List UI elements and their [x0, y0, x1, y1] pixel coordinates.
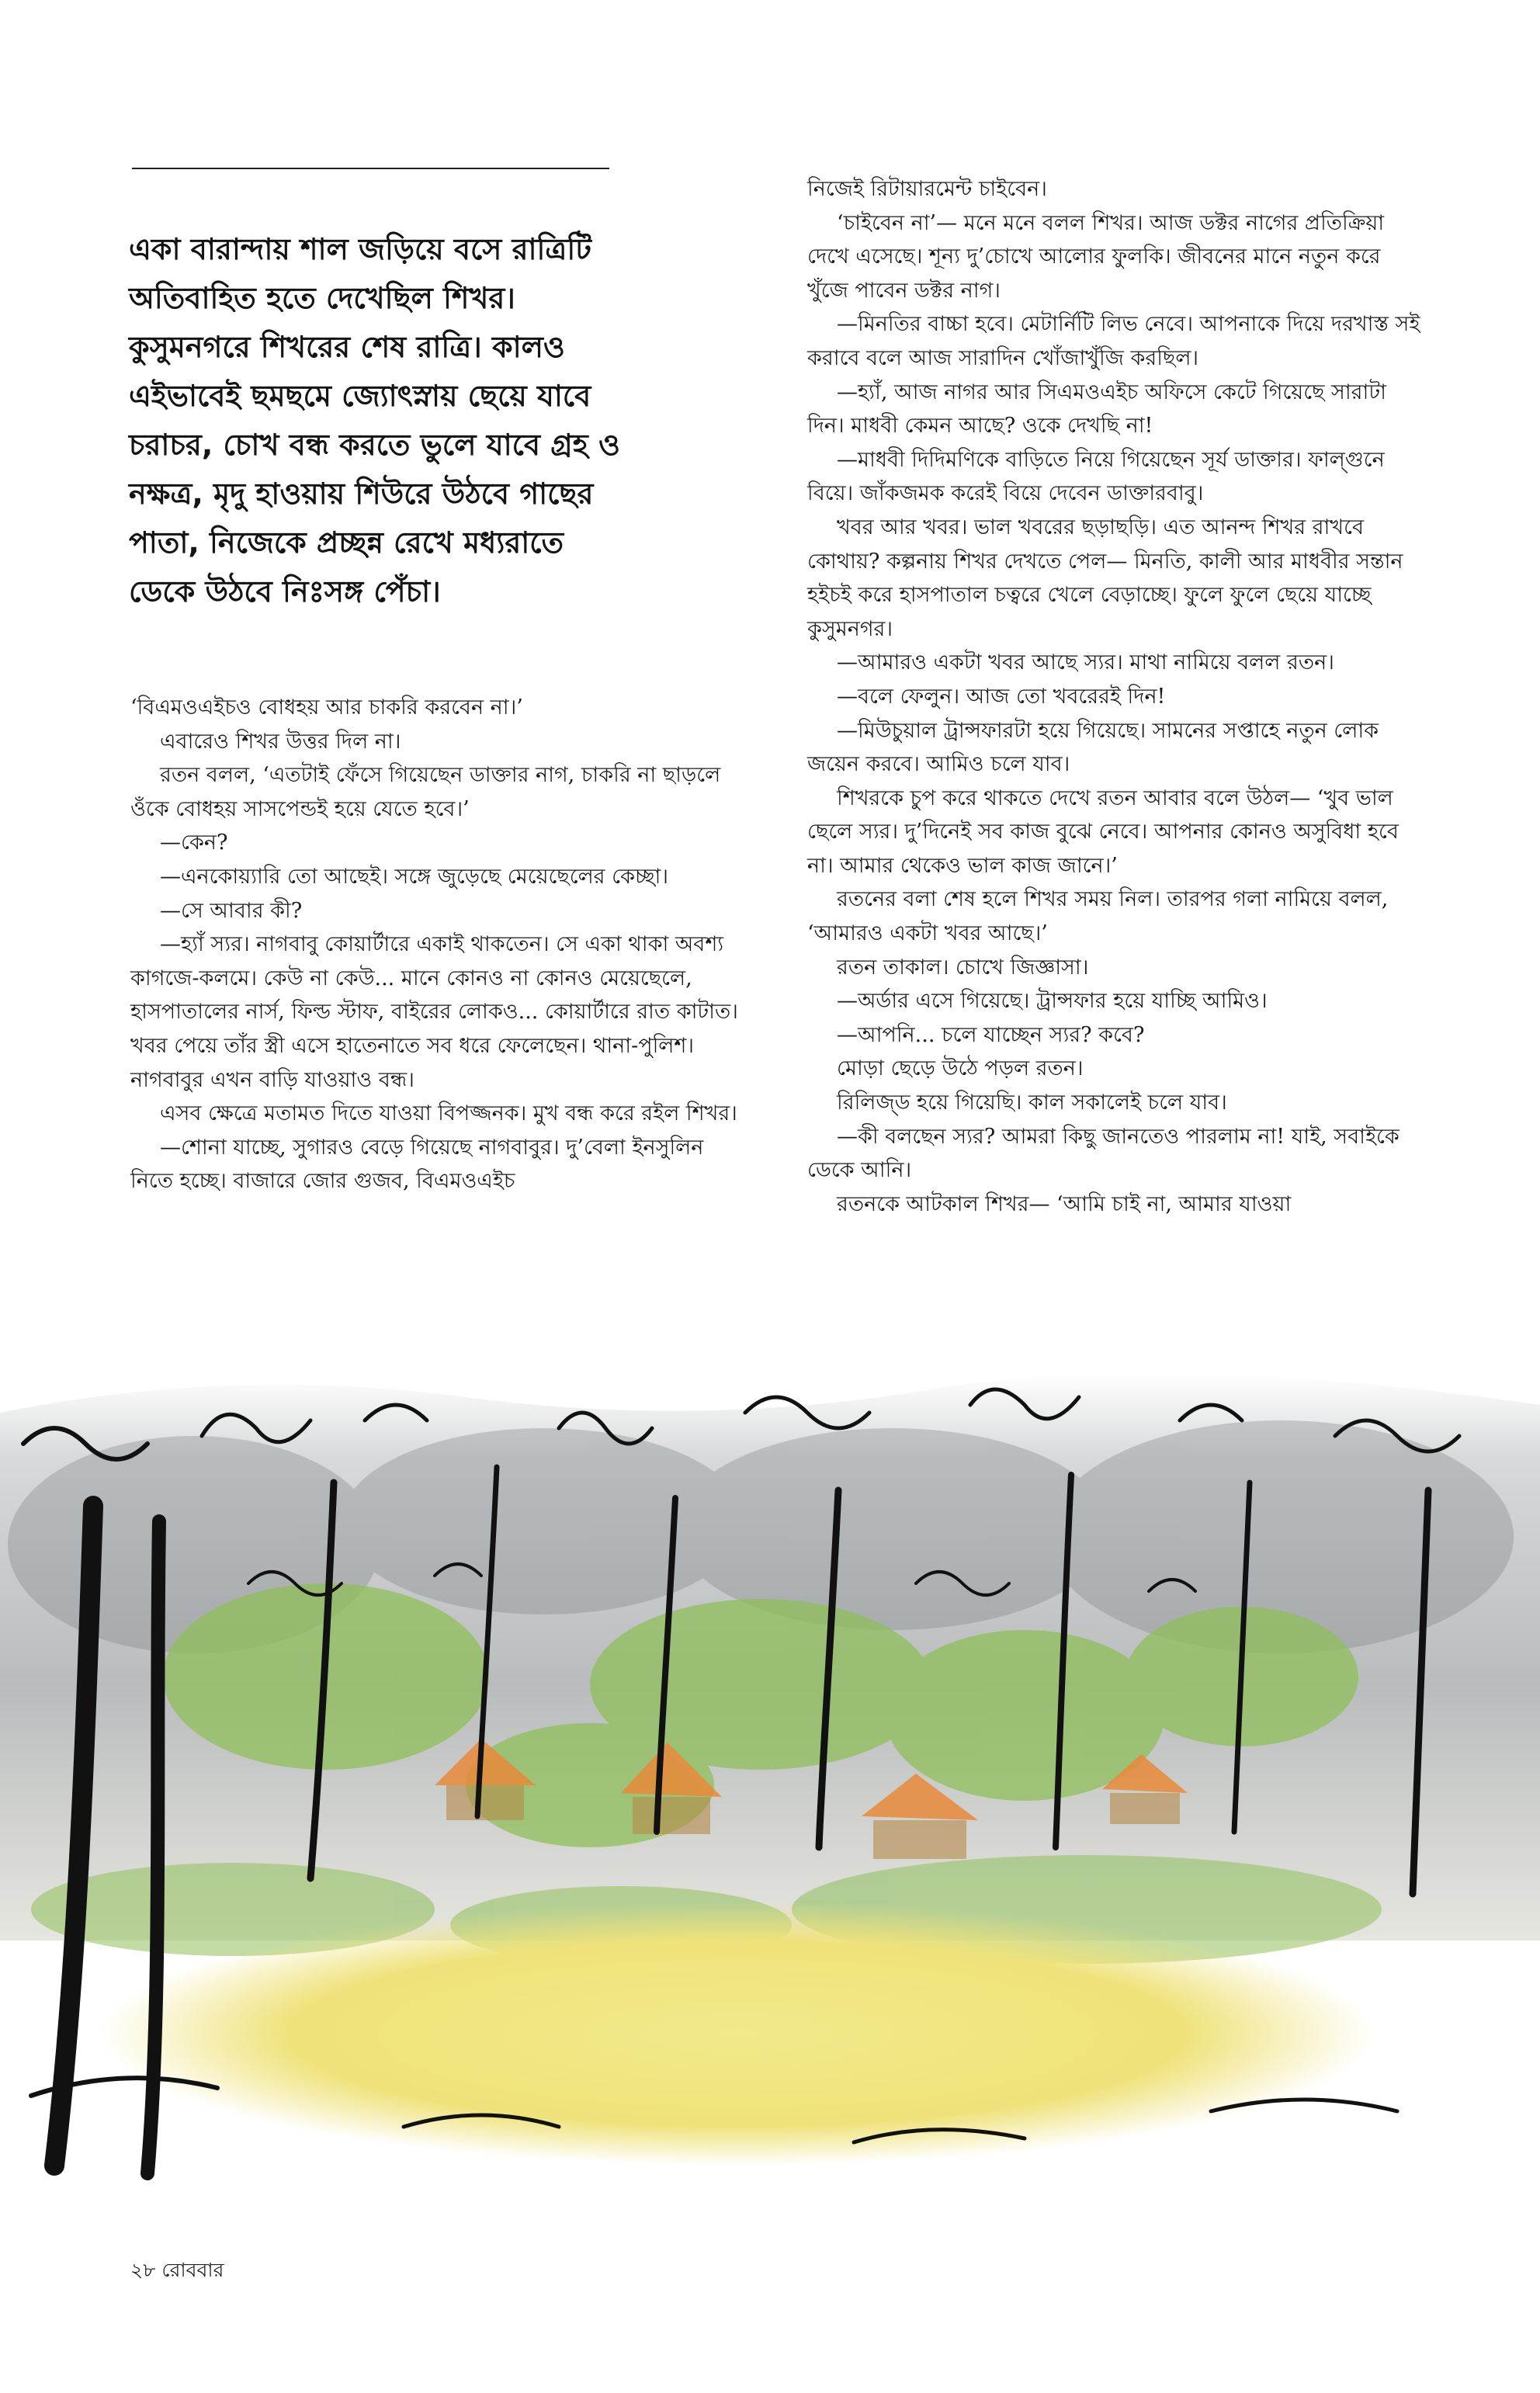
paragraph: ‘বিএমওএইচও বোধহয় আর চাকরি করবেন না।’ — [130, 695, 523, 720]
paragraph: রিলিজ্‌ড হয়ে গিয়েছি। কাল সকালেই চলে যাব। — [837, 1091, 1227, 1115]
paragraph: —কী বলছেন স্যর? আমরা কিছু জানতেও পারলাম না! যাই, সবাইকে ডেকে আনি। — [807, 1124, 1400, 1183]
paragraph: রতন তাকাল। চোখে জিজ্ঞাসা। — [837, 955, 1089, 980]
pull-quote-line: কুসুমনগরে শিখরের শেষ রাত্রি। কালও — [129, 330, 565, 364]
paragraph: —মিনতির বাচ্চা হবে। মেটার্নিটি লিভ নেবে। আপনাকে দিয়ে দরখাস্ত সই করাবে বলে আজ সারাদিন খোঁজাখুঁজি করছিল। — [807, 312, 1420, 370]
paragraph: এবারেও শিখর উত্তর দিল না। — [160, 729, 401, 754]
paragraph: —বলে ফেলুন। আজ তো খবরেরই দিন! — [837, 684, 1166, 709]
paragraph: রতনের বলা শেষ হলে শিখর সময় নিল। তারপর গলা নামিয়ে বলল, ‘আমারও একটা খবর আছে।’ — [807, 887, 1389, 946]
paragraph: নিজেই রিটায়ারমেন্ট চাইবেন। — [807, 177, 1047, 201]
pull-quote — [129, 225, 641, 616]
pull-quote-line: ডেকে উঠবে নিঃসঙ্গ পেঁচা। — [129, 574, 441, 609]
paragraph: —মিউচুয়াল ট্রান্সফারটা হয়ে গিয়েছে। সামনের সপ্তাহে নতুন লোক জয়েন করবে। আমিও চলে যাব। — [807, 718, 1379, 777]
pull-quote-line: এইভাবেই ছমছমে জ্যোৎস্নায় ছেয়ে যাবে — [129, 379, 591, 413]
paragraph: —সে আবার কী? — [160, 898, 303, 923]
paragraph: —এনকোয়্যারি তো আছেই। সঙ্গে জুড়েছে মেয়েছেলের কেচ্ছা। — [160, 864, 669, 889]
page-folio: ২৮ রোববার — [130, 2259, 224, 2281]
paragraph: —মাধবী দিদিমণিকে বাড়িতে নিয়ে গিয়েছেন সূর্য ডাক্তার। ফাল্গুনে বিয়ে। জাঁকজমক করেই বিয়ে দেবেন ডাক্তারবাবু। — [807, 447, 1385, 506]
forest-illustration — [0, 1351, 1540, 2220]
paragraph: —শোনা যাচ্ছে, সুগারও বেড়ে গিয়েছে নাগবাবুর। দু’বেলা ইনসুলিন নিতে হচ্ছে। বাজারে জোর গুজব, বিএমওএইচ — [130, 1135, 704, 1194]
pull-quote-line: একা বারান্দায় শাল জড়িয়ে বসে রাত্রিটি — [129, 232, 591, 266]
paragraph: ‘চাইবেন না’— মনে মনে বলল শিখর। আজ ডক্টর নাগের প্রতিক্রিয়া দেখে এসেছে। শূন্য দু’চোখে আলোর ফুলকি। জীবনের মানে নতুন করে খুঁজে পাবেন ডক্টর নাগ। — [807, 210, 1385, 303]
right-column — [807, 172, 1420, 1221]
paragraph: এসব ক্ষেত্রে মতামত দিতে যাওয়া বিপজ্জনক। মুখ বন্ধ করে রইল শিখর। — [160, 1101, 737, 1126]
paragraph: শিখরকে চুপ করে থাকতে দেখে রতন আবার বলে উঠল— ‘খুব ভাল ছেলে স্যর। দু’দিনেই সব কাজ বুঝে নেবে। আপনার কোনও অসুবিধা হবে না। আমার থেকেও ভাল কাজ জানে।’ — [807, 786, 1399, 878]
forest-painting — [0, 1351, 1540, 2220]
paragraph: মোড়া ছেড়ে উঠে পড়ল রতন। — [837, 1056, 1084, 1081]
paragraph: রতন বলল, ‘এতটাই ফেঁসে গিয়েছেন ডাক্তার নাগ, চাকরি না ছাড়লে ওঁকে বোধহয় সাসপেন্ডই হয়ে যেতে হবে।’ — [130, 763, 721, 821]
paragraph: —হ্যাঁ স্যর। নাগবাবু কোয়ার্টারে একাই থাকতেন। সে একা থাকা অবশ্য কাগজে-কলমে। কেউ না কেউ... মানে কোনও না কোনও মেয়েছেলে, হাসপাতালের নার্স, ফিল্ড স্টাফ, বাইরের লোকও... কোয়ার্টারে রাত কাটাত। খবর পেয়ে তাঁর স্ত্রী এসে হাতেনাতে সব ধরে ফেলেছেন। থানা-পুলিশ। নাগবাবুর এখন বাড়ি যাওয়াও বন্ধ। — [130, 932, 738, 1092]
pull-quote-line: পাতা, নিজেকে প্রচ্ছন্ন রেখে মধ্যরাতে — [129, 525, 564, 560]
pull-quote-line: নক্ষত্র, মৃদু হাওয়ায় শিউরে উঠবে গাছের — [129, 477, 594, 511]
paragraph: রতনকে আটকাল শিখর— ‘আমি চাই না, আমার যাওয়া — [837, 1191, 1292, 1216]
paragraph: খবর আর খবর। ভাল খবরের ছড়াছড়ি। এত আনন্দ শিখর রাখবে কোথায়? কল্পনায় শিখর দেখতে পেল— মিনতি, কালী আর মাধবীর সন্তান হইচই করে হাসপাতাল চত্বরে খেলে বেড়াচ্ছে। ফুলে ফুলে ছেয়ে যাচ্ছে কুসুমনগর। — [807, 515, 1403, 641]
paragraph: —আমারও একটা খবর আছে স্যর। মাথা নামিয়ে বলল রতন। — [837, 650, 1334, 675]
column-rule — [132, 168, 609, 169]
paragraph: —হ্যাঁ, আজ নাগর আর সিএমওএইচ অফিসে কেটে গিয়েছে সারাটা দিন। মাধবী কেমন আছে? ওকে দেখছি না! — [807, 380, 1386, 439]
paragraph: —অর্ডার এসে গিয়েছে। ট্রান্সফার হয়ে যাচ্ছি আমিও। — [837, 989, 1268, 1014]
pull-quote-line: অতিবাহিত হতে দেখেছিল শিখর। — [129, 281, 515, 315]
pull-quote-line: চরাচর, চোখ বন্ধ করতে ভুলে যাবে গ্রহ ও — [129, 428, 620, 462]
left-column — [130, 691, 744, 1198]
paragraph: —আপনি... চলে যাচ্ছেন স্যর? কবে? — [837, 1022, 1145, 1047]
paragraph: —কেন? — [160, 831, 228, 855]
